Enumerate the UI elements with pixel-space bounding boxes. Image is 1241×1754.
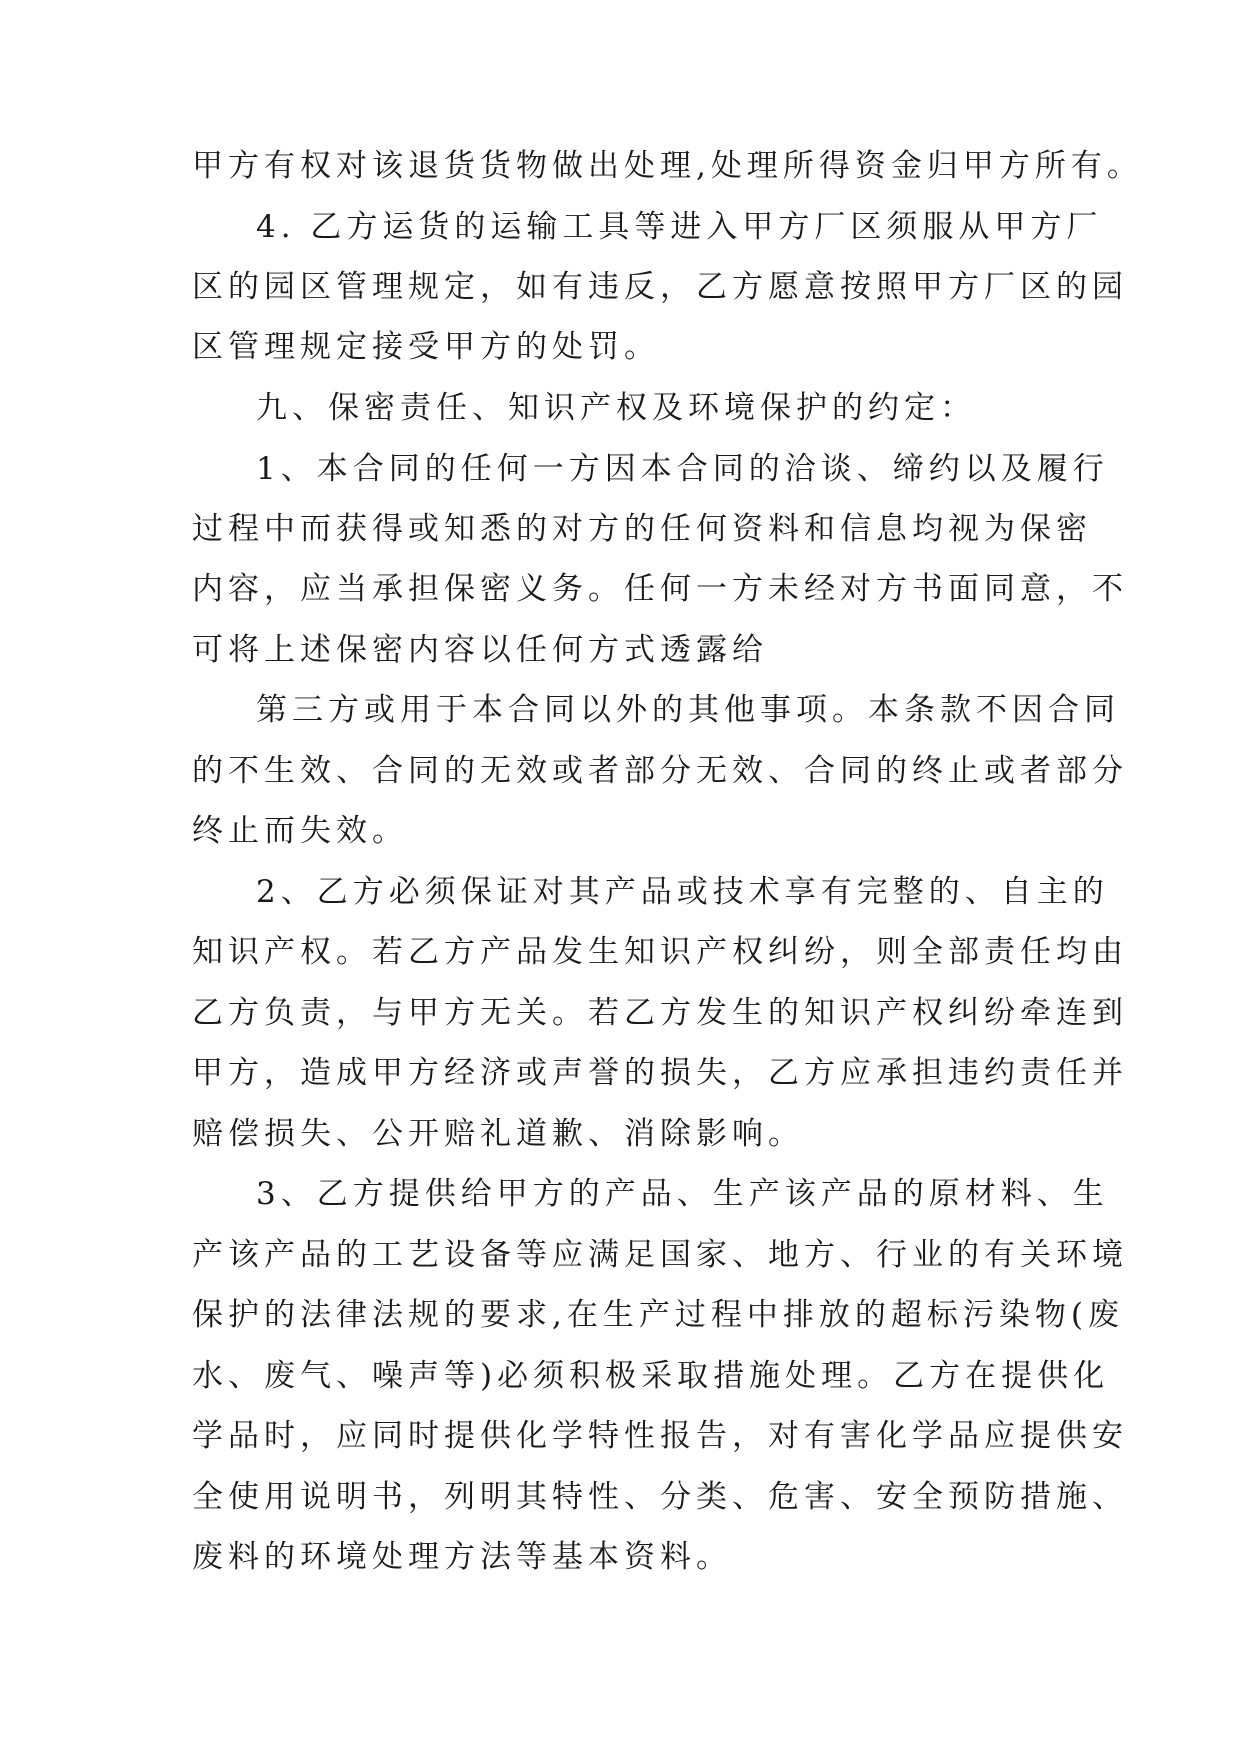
text-line: 产该产品的工艺设备等应满足国家、地方、行业的有关环境 xyxy=(192,1237,1128,1273)
section-heading: 九、保密责任、知识产权及环境保护的约定： xyxy=(256,390,976,426)
text-line: 1、本合同的任何一方因本合同的洽谈、缔约以及履行 xyxy=(256,451,1109,487)
text-line: 可将上述保密内容以任何方式透露给 xyxy=(192,632,768,668)
text-line: 废料的环境处理方法等基本资料。 xyxy=(192,1539,732,1575)
text-line: 的不生效、合同的无效或者部分无效、合同的终止或者部分 xyxy=(192,753,1128,789)
text-line: 内容，应当承担保密义务。任何一方未经对方书面同意，不 xyxy=(192,571,1128,607)
text-line: 2、乙方必须保证对其产品或技术享有完整的、自主的 xyxy=(256,874,1109,910)
text-line: 区管理规定接受甲方的处罚。 xyxy=(192,329,660,365)
text-line: 3、乙方提供给甲方的产品、生产该产品的原材料、生 xyxy=(256,1176,1109,1212)
text-line: 学品时，应同时提供化学特性报告，对有害化学品应提供安 xyxy=(192,1418,1128,1454)
text-line: 第三方或用于本合同以外的其他事项。本条款不因合同 xyxy=(256,692,1120,728)
text-line: 保护的法律法规的要求,在生产过程中排放的超标污染物(废 xyxy=(192,1297,1124,1333)
text-line: 水、废气、噪声等)必须积极采取措施处理。乙方在提供化 xyxy=(192,1358,1110,1394)
text-line: 甲方有权对该退货货物做出处理,处理所得资金归甲方所有。 xyxy=(192,148,1143,184)
text-line: 知识产权。若乙方产品发生知识产权纠纷，则全部责任均由 xyxy=(192,934,1128,970)
text-line: 全使用说明书，列明其特性、分类、危害、安全预防措施、 xyxy=(192,1479,1128,1515)
text-line: 赔偿损失、公开赔礼道歉、消除影响。 xyxy=(192,1116,804,1152)
text-line: 区的园区管理规定，如有违反，乙方愿意按照甲方厂区的园 xyxy=(192,269,1128,305)
text-line: 过程中而获得或知悉的对方的任何资料和信息均视为保密 xyxy=(192,511,1092,547)
text-line: 甲方，造成甲方经济或声誉的损失，乙方应承担违约责任并 xyxy=(192,1055,1128,1091)
text-line: 4. 乙方运货的运输工具等进入甲方厂区须服从甲方厂 xyxy=(256,209,1103,245)
text-line: 乙方负责，与甲方无关。若乙方发生的知识产权纠纷牵连到 xyxy=(192,995,1128,1031)
text-line: 终止而失效。 xyxy=(192,813,408,849)
